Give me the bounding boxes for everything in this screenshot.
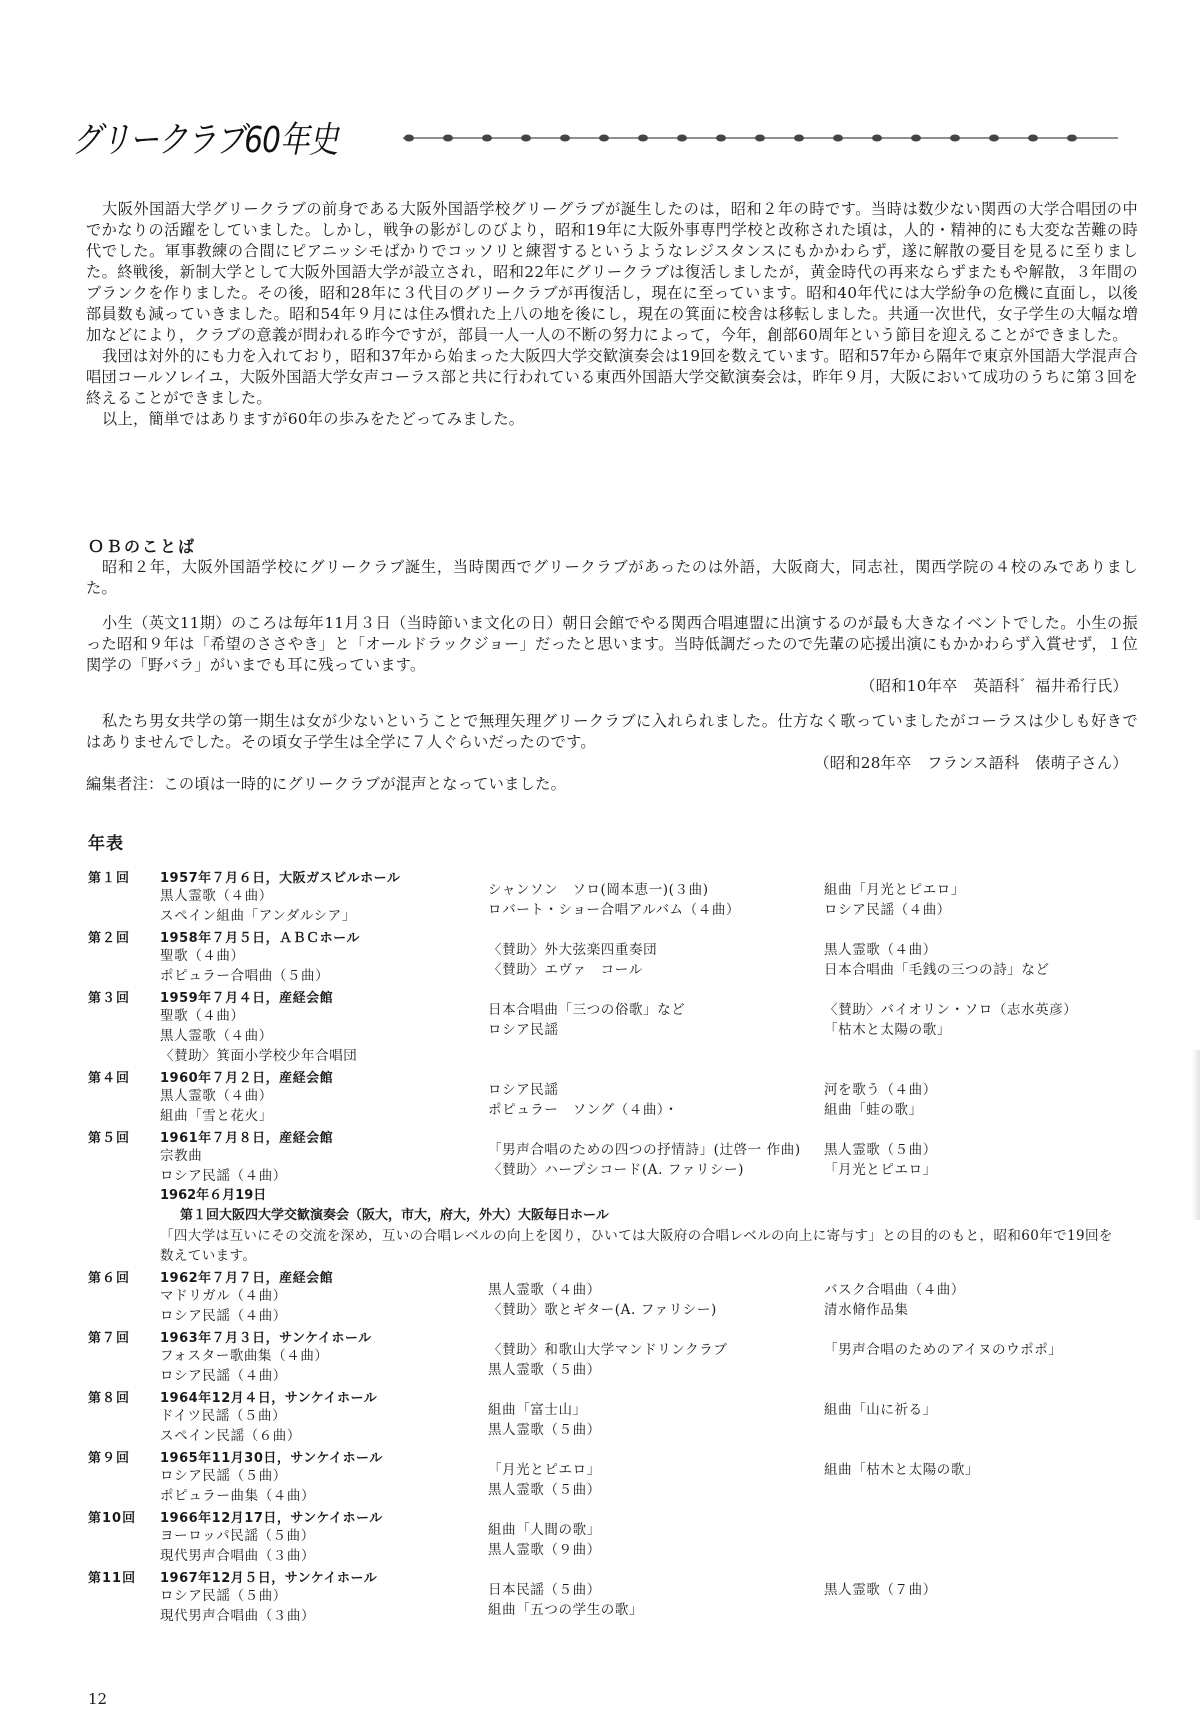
program-column <box>824 1140 1144 1186</box>
program-item: ロシア民謡 <box>488 1022 559 1038</box>
event-number: 第４回 <box>88 1070 131 1086</box>
event-number: 第３回 <box>88 990 131 1006</box>
program-item: ロシア民謡（４曲） <box>160 1168 287 1184</box>
chronology-event <box>88 1326 1148 1386</box>
program-item: ロシア民謡（５曲） <box>160 1588 287 1604</box>
program-column <box>488 1000 824 1066</box>
program-item: 清水脩作品集 <box>824 1302 909 1318</box>
program-column <box>824 1080 1144 1126</box>
ornament-divider <box>403 132 1118 144</box>
special-event <box>88 1186 1148 1266</box>
program-item: ロシア民謡（４曲） <box>824 902 951 918</box>
chronology-heading: 年表 <box>88 834 124 854</box>
ob-paragraph: 昭和２年，大阪外国語学校にグリークラブ誕生，当時関西でグリークラブがあったのは外語，大阪商大，同志社，関西学院の４校のみでありました。 <box>86 558 1138 597</box>
program-item: ポピュラー合唱曲（５曲） <box>160 968 330 984</box>
program-column <box>88 946 488 986</box>
program-item: 組曲「五つの学生の歌」 <box>488 1602 644 1618</box>
history-paragraph: 以上，簡単ではありますが60年の歩みをたどってみました。 <box>102 410 525 428</box>
editor-note: 編集者注：この頃は一時的にグリークラブが混声となっていました。 <box>86 775 567 793</box>
title-row <box>72 112 346 163</box>
program-item: フォスター歌曲集（４曲） <box>160 1348 329 1364</box>
ob-signature: （昭和10年卒 英語科゛福井希行氏） <box>860 677 1128 695</box>
ornament-bead <box>950 135 960 142</box>
event-number: 第９回 <box>88 1450 131 1466</box>
program-item: 〈賛助〉外大弦楽四重奏団 <box>488 942 658 958</box>
event-date-venue: 1966年12月17日，サンケイホール <box>160 1510 383 1526</box>
program-item: 「月光とピエロ」 <box>488 1462 601 1478</box>
ornament-bead <box>677 135 687 142</box>
program-item: 組曲「蛙の歌」 <box>824 1102 923 1118</box>
page-title: グリークラブ60年史 <box>72 120 338 161</box>
program-item: 宗教曲 <box>160 1148 203 1164</box>
program-column <box>824 1000 1144 1066</box>
program-column <box>824 940 1144 986</box>
program-column <box>488 1400 824 1446</box>
program-item: ロシア民謡（４曲） <box>160 1308 287 1324</box>
chronology-event <box>88 1266 1148 1326</box>
chronology-event <box>88 1446 1148 1506</box>
program-item: 日本合唱曲「毛銭の三つの詩」など <box>824 962 1050 978</box>
program-column <box>88 1406 488 1446</box>
chronology-list <box>88 866 1148 1626</box>
program-column <box>824 880 1144 926</box>
program-column <box>824 1340 1144 1386</box>
program-item: 現代男声合唱曲（３曲） <box>160 1608 316 1624</box>
ornament-bead <box>833 135 843 142</box>
program-column <box>88 1586 488 1626</box>
event-number: 第１回 <box>88 870 131 886</box>
program-column <box>488 880 824 926</box>
event-date-venue: 1960年７月２日，産経会館 <box>160 1070 334 1086</box>
ornament-bead <box>755 135 765 142</box>
program-item: 黒人霊歌（５曲） <box>824 1142 937 1158</box>
program-column <box>488 1520 824 1566</box>
program-column <box>488 1280 824 1326</box>
program-item: ロバート・ショー合唱アルバム（４曲） <box>488 902 741 918</box>
program-column <box>824 1520 1144 1566</box>
program-item: 聖歌（４曲） <box>160 1008 245 1024</box>
event-date-venue: 1958年７月５日，ＡＢＣホール <box>160 930 360 946</box>
program-item: ヨーロッパ民謡（５曲） <box>160 1528 315 1544</box>
ob-signature: （昭和28年卒 フランス語科 俵萌子さん） <box>814 754 1128 772</box>
event-number: 第５回 <box>88 1130 131 1146</box>
chronology-event <box>88 1066 1148 1126</box>
special-event-title: 第１回大阪四大学交歓演奏会（阪大，市大，府大，外大）大阪毎日ホール <box>180 1208 609 1223</box>
ornament-bead <box>599 135 609 142</box>
chronology-event <box>88 1566 1148 1626</box>
program-column <box>88 886 488 926</box>
program-item: ロシア民謡（４曲） <box>160 1368 287 1384</box>
program-column <box>824 1280 1144 1326</box>
event-date-venue: 1963年７月３日，サンケイホール <box>160 1330 372 1346</box>
program-item: 組曲「枯木と太陽の歌」 <box>824 1462 980 1478</box>
program-column <box>488 1460 824 1506</box>
program-item: 組曲「人間の歌」 <box>488 1522 601 1538</box>
program-column <box>824 1580 1144 1626</box>
program-column <box>488 940 824 986</box>
ornament-bead <box>716 135 726 142</box>
special-event-date: 1962年６月19日 <box>160 1188 267 1203</box>
program-column <box>488 1580 824 1626</box>
ornament-bead <box>404 135 414 142</box>
program-item: マドリガル（４曲） <box>160 1288 287 1304</box>
program-column <box>88 1346 488 1386</box>
program-item: 黒人霊歌（４曲） <box>160 1088 273 1104</box>
ob-section <box>86 557 1138 795</box>
program-item: 「男声合唱のためのアイヌのウポポ」 <box>824 1342 1063 1358</box>
program-column <box>88 1466 488 1506</box>
program-item: 組曲「雪と花火」 <box>160 1108 273 1124</box>
ornament-bead <box>1028 135 1038 142</box>
program-item: 組曲「山に祈る」 <box>824 1402 937 1418</box>
chronology-event <box>88 926 1148 986</box>
program-item: 「枯木と太陽の歌」 <box>824 1022 951 1038</box>
program-item: 黒人霊歌（４曲） <box>824 942 937 958</box>
program-column <box>88 1526 488 1566</box>
program-item: 「月光とピエロ」 <box>824 1162 937 1178</box>
ornament-bead <box>989 135 999 142</box>
program-item: 組曲「月光とピエロ」 <box>824 882 965 898</box>
program-item: ロシア民謡 <box>488 1082 559 1098</box>
program-column <box>88 1086 488 1126</box>
chronology-event <box>88 986 1148 1066</box>
special-event-description: 「四大学は互いにその交流を深め，互いの合唱レベルの向上を図り，ひいては大阪府の合唱レベルの向上に寄与す」との目的のもと，昭和60年で19回を数えています。 <box>160 1228 1113 1264</box>
chronology-event <box>88 866 1148 926</box>
binding-shadow <box>1192 1050 1200 1220</box>
event-date-venue: 1961年７月８日，産経会館 <box>160 1130 334 1146</box>
program-column <box>488 1340 824 1386</box>
program-item: 日本民謡（５曲） <box>488 1582 601 1598</box>
chronology-event <box>88 1506 1148 1566</box>
program-item: 黒人霊歌（７曲） <box>824 1582 937 1598</box>
chronology-event <box>88 1126 1148 1186</box>
ob-paragraph: 私たち男女共学の第一期生は女が少ないということで無理矢理グリークラブに入れられました。仕方なく歌っていましたがコーラスは少しも好きではありませんでした。その頃女子学生は全学に７人ぐらいだったのです。 <box>86 712 1138 751</box>
program-column <box>824 1400 1144 1446</box>
ornament-bead <box>872 135 882 142</box>
program-item: シャンソン ソロ(岡本恵一)(３曲) <box>488 882 709 898</box>
program-item: 〈賛助〉歌とギター(A. ファリシー) <box>488 1302 717 1318</box>
program-item: バスク合唱曲（４曲） <box>824 1282 965 1298</box>
program-column <box>88 1286 488 1326</box>
event-number: 第６回 <box>88 1270 131 1286</box>
program-item: 〈賛助〉和歌山大学マンドリンクラブ <box>488 1342 728 1358</box>
ornament-bead <box>1067 135 1077 142</box>
ornament-bead <box>911 135 921 142</box>
chronology-event <box>88 1386 1148 1446</box>
program-item: 現代男声合唱曲（３曲） <box>160 1548 316 1564</box>
program-item: スペイン民謡（６曲） <box>160 1428 301 1444</box>
event-number: 第７回 <box>88 1330 131 1346</box>
ob-paragraph: 小生（英文11期）のころは毎年11月３日（当時節いま文化の日）朝日会館でやる関西合唱連盟に出演するのが最も大きなイベントでした。小生の振った昭和９年は「希望のささやき」と「オールドラックジョー」だったと思います。当時低調だったので先輩の応援出演にもかかわらず入賞せず，１位関学の「野バラ」がいまでも耳に残っています。 <box>86 614 1138 674</box>
program-item: 黒人霊歌（５曲） <box>488 1422 601 1438</box>
program-column <box>488 1080 824 1126</box>
event-date-venue: 1957年７月６日，大阪ガスビルホール <box>160 870 401 886</box>
program-item: ロシア民謡（５曲） <box>160 1468 287 1484</box>
program-item: 黒人霊歌（４曲） <box>488 1282 601 1298</box>
event-number: 第10回 <box>88 1510 137 1526</box>
event-number: 第２回 <box>88 930 131 946</box>
program-column <box>88 1006 488 1066</box>
program-item: ドイツ民謡（５曲） <box>160 1408 287 1424</box>
ornament-bead <box>638 135 648 142</box>
history-paragraph: 我団は対外的にも力を入れており，昭和37年から始まった大阪四大学交歓演奏会は19回を数えています。昭和57年から隔年で東京外国語大学混声合唱団コールソレイユ，大阪外国語大学女声コーラス部と共に行われている東西外国語大学交歓演奏会は，昨年９月，大阪において成功のうちに第３回を終えることができました。 <box>86 347 1138 407</box>
program-item: 黒人霊歌（４曲） <box>160 888 273 904</box>
ornament-bead <box>482 135 492 142</box>
history-paragraph: 大阪外国語大学グリークラブの前身である大阪外国語学校グリーグラブが誕生したのは，昭和２年の時です。当時は数少ない関西の大学合唱団の中でかなりの活躍をしていました。しかし，戦争の影がしのびより，昭和19年に大阪外事専門学校と改称された頃は，人的・精神的にも大変な苦難の時代でした。軍事教練の合間にピアニッシモばかりでコッソリと練習するというようなレジスタンスにもかかわらず，遂に解散の憂目を見るに至りました。終戦後，新制大学として大阪外国語大学が設立され，昭和22年にグリークラブは復活しましたが，黄金時代の再来ならずまたもや解散，３年間のブランクを作りました。その後，昭和28年に３代目のグリークラブが再復活し，現在に至っています。昭和40年代には大学紛争の危機に直面し，以後部員数も減っていきました。昭和54年９月には住み慣れた上八の地を後にし，現在の箕面に校舎は移転しました。共通一次世代，女子学生の大幅な増加などにより，クラブの意義が問われる昨今ですが，部員一人一人の不断の努力によって，今年，創部60周年という節目を迎えることができました。 <box>86 200 1138 344</box>
event-date-venue: 1959年７月４日，産経会館 <box>160 990 334 1006</box>
event-date-venue: 1964年12月４日，サンケイホール <box>160 1390 378 1406</box>
history-section <box>86 199 1138 430</box>
event-date-venue: 1962年７月７日，産経会館 <box>160 1270 334 1286</box>
program-item: 河を歌う（４曲） <box>824 1082 937 1098</box>
event-number: 第８回 <box>88 1390 131 1406</box>
program-item: 黒人霊歌（５曲） <box>488 1362 601 1378</box>
program-item: 聖歌（４曲） <box>160 948 245 964</box>
program-column <box>824 1460 1144 1506</box>
program-column <box>488 1140 824 1186</box>
program-column <box>88 1146 488 1186</box>
program-item: 〈賛助〉バイオリン・ソロ（志水英彦） <box>824 1002 1078 1018</box>
program-item: 〈賛助〉エヴァ コール <box>488 962 643 978</box>
page-number: 12 <box>88 1690 108 1708</box>
event-number: 第11回 <box>88 1570 137 1586</box>
ornament-bead <box>443 135 453 142</box>
program-item: ポピュラー ソング（４曲）・ <box>488 1102 679 1118</box>
program-item: 〈賛助〉箕面小学校少年合唱団 <box>160 1048 358 1064</box>
program-item: 〈賛助〉ハープシコード(A. ファリシー) <box>488 1162 744 1178</box>
event-date-venue: 1965年11月30日，サンケイホール <box>160 1450 383 1466</box>
program-item: 黒人霊歌（４曲） <box>160 1028 273 1044</box>
ob-heading: ＯＢのことば <box>88 537 197 556</box>
program-item: ポピュラー曲集（４曲） <box>160 1488 316 1504</box>
program-item: 黒人霊歌（９曲） <box>488 1542 601 1558</box>
ornament-bead <box>521 135 531 142</box>
program-item: 組曲「富士山」 <box>488 1402 587 1418</box>
ornament-bead <box>560 135 570 142</box>
program-item: 日本合唱曲「三つの俗歌」など <box>488 1002 686 1018</box>
program-item: スペイン組曲「アンダルシア」 <box>160 908 356 924</box>
event-date-venue: 1967年12月５日，サンケイホール <box>160 1570 378 1586</box>
program-item: 「男声合唱のための四つの抒情詩」(辻啓一 作曲) <box>488 1142 801 1158</box>
ornament-bead <box>794 135 804 142</box>
program-item: 黒人霊歌（５曲） <box>488 1482 601 1498</box>
